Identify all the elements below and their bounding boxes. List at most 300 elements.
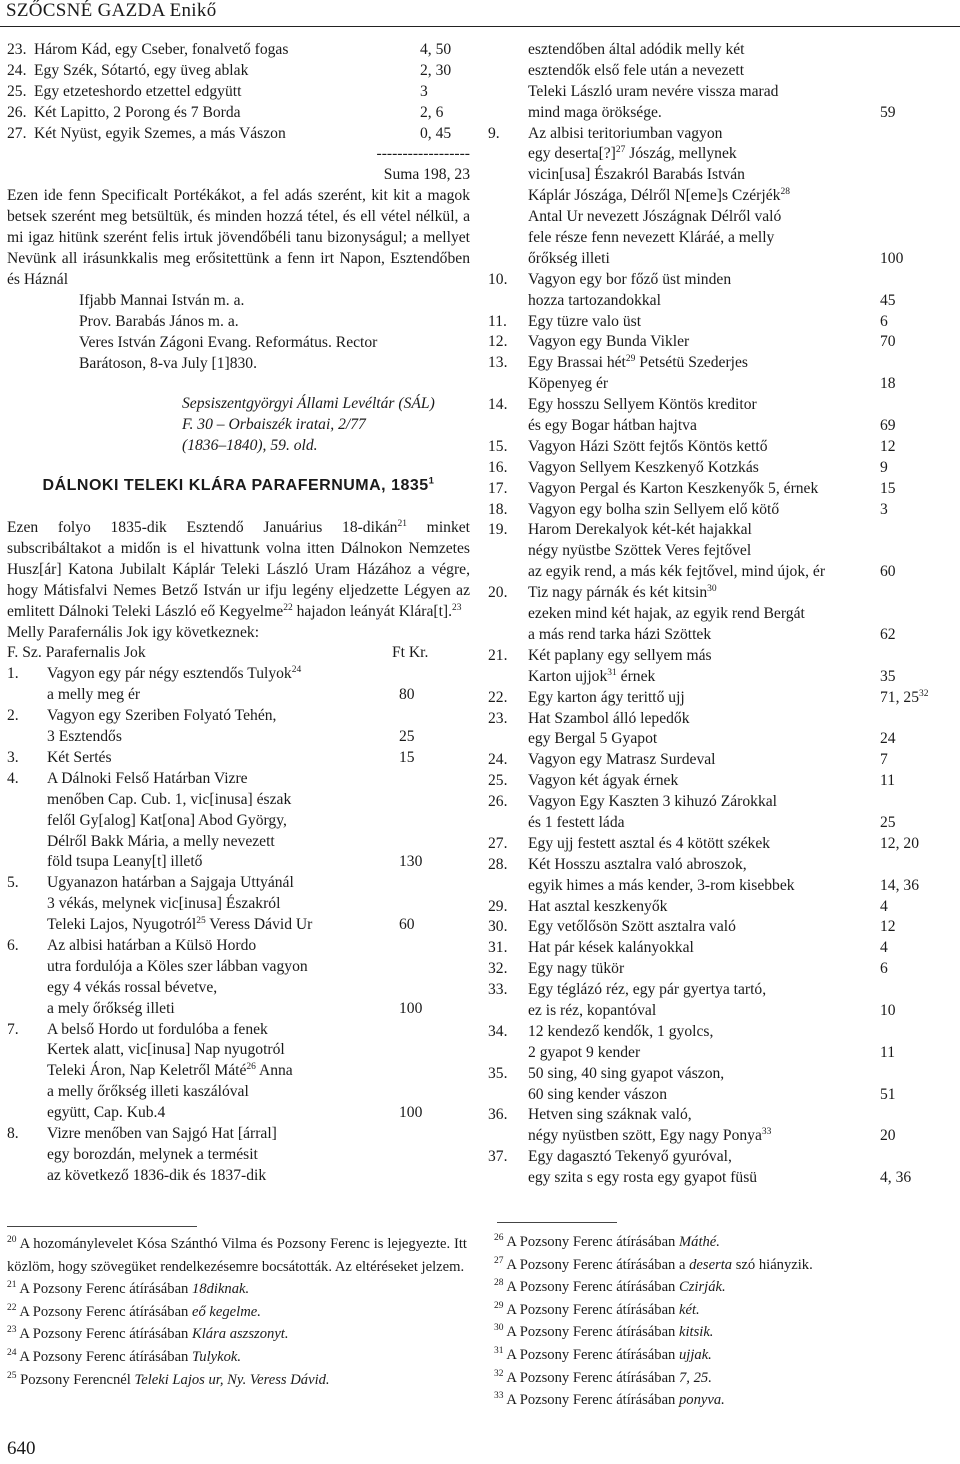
item-number: 32.: [488, 960, 508, 978]
item-value: 9: [880, 458, 888, 476]
item-value: 35: [880, 667, 896, 685]
item-text: az egyik rend, a más kék fejtővel, mind újok, ér: [528, 563, 826, 581]
footnote-variant: ponyva.: [679, 1392, 725, 1409]
item-line: [488, 792, 906, 813]
sum-dashes: ------------------: [376, 145, 470, 163]
list-item: [488, 771, 906, 792]
item-text: 60 sing kender vászon: [528, 1085, 668, 1103]
item-text: négy nyüstbe Szöttek Veres fejtővel: [528, 542, 752, 560]
item-line: [488, 1022, 906, 1043]
list-item: [488, 40, 906, 124]
item-text: utra fordulója a Köles szer lábban vagyon: [47, 957, 308, 975]
footnote-number: 26: [494, 1233, 504, 1244]
item-line: [488, 583, 906, 604]
item-line: [488, 541, 906, 562]
list-item: [488, 479, 906, 500]
list-item: [7, 124, 470, 145]
spacer: [7, 497, 470, 518]
list-item: [488, 1147, 912, 1189]
footnote: $^{32}$ A Pozsony Ferenc átírásában 7, 25.: [494, 1368, 712, 1386]
footnote-variant: Klára aszszonyt.: [192, 1326, 289, 1343]
item-text: ezeken mind két hajak, az egyik rend Bergát: [528, 605, 805, 623]
list-item: [488, 688, 929, 709]
item-line: [7, 1166, 470, 1187]
item-text: fele része fenn nevezett Kláráé, a melly: [528, 229, 775, 247]
item-line: [488, 729, 906, 750]
item-number: 25.: [488, 772, 508, 790]
footnote-variant: 18diknak.: [192, 1281, 250, 1298]
footnote-number: 31: [494, 1346, 504, 1357]
footnote-variant: eő kegelme.: [192, 1303, 261, 1320]
item-text: az következő 1836-dik és 1837-dik: [47, 1166, 267, 1184]
list-item: [488, 583, 906, 646]
footnote-number: 23: [7, 1325, 17, 1336]
item-number: 17.: [488, 479, 508, 497]
item-line: [488, 938, 906, 959]
item-text: egyik himes a más kender, 3-rom kisebbek: [528, 876, 795, 894]
footnote-ref: 22: [283, 602, 293, 613]
item-value: 80: [399, 686, 415, 704]
list-item: [488, 312, 906, 333]
item-line: [7, 748, 470, 769]
item-line: [488, 604, 906, 625]
footnote-rule: [497, 1222, 617, 1223]
item-text: együtt, Cap. Kub.4: [47, 1104, 166, 1122]
item-line: [488, 688, 929, 709]
item-number: 20.: [488, 584, 508, 602]
item-value: 2, 30: [420, 61, 452, 79]
item-line: [7, 832, 470, 853]
item-value: 15: [399, 748, 415, 766]
item-number: 9.: [488, 124, 500, 142]
item-line: [488, 416, 906, 437]
item-text: és 1 festett láda: [528, 813, 625, 831]
item-line: [7, 1061, 470, 1082]
item-line: [488, 520, 906, 541]
item-line: [488, 771, 906, 792]
footnote-number: 25: [7, 1370, 17, 1381]
list-item: [7, 748, 470, 769]
item-line: [7, 873, 470, 894]
footnote: $^{24}$ A Pozsony Ferenc átírásában Tulykok.: [7, 1348, 242, 1365]
footnote-ref: 23: [452, 602, 462, 613]
item-text: Hetven sing száknak való,: [528, 1106, 692, 1124]
list-item: [488, 959, 906, 980]
item-value: 10: [880, 1001, 896, 1019]
list-item: [488, 124, 906, 270]
item-line: [488, 395, 906, 416]
intro-line: Melly Parafernális Jok igy következnek:: [7, 623, 260, 641]
list-item: [7, 873, 470, 936]
footnote: $^{22}$ A Pozsony Ferenc átírásában eő kegelme.: [7, 1302, 261, 1320]
closing-paragraph: Ezen ide fenn Specificalt Portékákot, a fel adás szerént, kit kit a magok betsek szerént meg betsültük, és minden hozzá tétel, és ell vétel nélkül, a mi igaz hitünk szerént felis irtuk jövendőbéli tanu bizonyságul; a mellyet Nevünk all irásunkkalis meg erősitettünk a fenn irt Napon, Esztendőben és Háznál: [7, 187, 470, 288]
item-number: 28.: [488, 855, 508, 873]
list-item: [488, 520, 906, 583]
item-text: a melly őrőkség illeti kaszálóval: [47, 1083, 249, 1101]
item-line: [488, 813, 906, 834]
item-text: Teleki László uram nevére vissza marad: [528, 82, 779, 100]
item-text: Két Lapitto, 2 Porong és 7 Borda: [34, 103, 241, 121]
signature-line: Prov. Barabás János m. a.: [79, 312, 239, 330]
item-line: [488, 1064, 906, 1085]
item-text: Ugyanazon határban a Sajgaja Uttyánál: [47, 874, 294, 892]
footnote: $^{31}$ A Pozsony Ferenc átírásában ujjak.: [494, 1346, 712, 1363]
item-text: Vizre menőben van Sajgó Hat [árral]: [47, 1124, 277, 1142]
item-value: 12, 20: [880, 834, 919, 852]
item-line: [488, 186, 906, 207]
item-text: Három Kád, egy Cseber, fonalvető fogas: [34, 41, 289, 58]
signature-block: [7, 291, 470, 375]
item-line: [488, 1001, 906, 1022]
item-value: 15: [880, 479, 896, 497]
item-line: [7, 664, 470, 685]
item-text: egy 4 vékás rossal bévetve,: [47, 978, 218, 996]
item-text: Teleki Áron, Nap Keletről Máté$^{26}$ Anna: [47, 1062, 293, 1080]
item-line: [488, 332, 906, 353]
item-line: [7, 1124, 470, 1145]
item-text: Egy etzeteshordo etzettel edgyütt: [34, 82, 242, 100]
item-line: [488, 61, 906, 82]
item-value: 45: [880, 291, 896, 309]
item-value: 25: [399, 728, 415, 746]
footnote-variant: kitsik.: [679, 1324, 714, 1341]
footnote-ref: 29: [625, 354, 636, 365]
footnote: $^{29}$ A Pozsony Ferenc átírásában két.: [494, 1300, 700, 1318]
item-text: Antal Ur nevezett Jószágnak Délről való: [528, 208, 782, 226]
item-text: Hat pár kések kalányokkal: [528, 939, 694, 957]
item-value: 71, $25^{32}$: [880, 688, 929, 706]
archive-line: (1836–1840), 59. old.: [182, 437, 318, 455]
item-text: 3 Esztendős: [47, 728, 122, 746]
list-item: [488, 458, 906, 479]
item-number: 1.: [7, 665, 19, 683]
item-line: [488, 1147, 906, 1168]
item-text: Vagyon Házi Szött fejtős Köntös kettő: [528, 437, 768, 455]
item-line: [7, 811, 470, 832]
item-text: Vagyon egy bolha szin Sellyem elő kötő: [528, 500, 780, 518]
item-text: Vagyon Sellyem Keszkenyő Kotzkás: [528, 458, 759, 476]
item-value: 69: [880, 417, 896, 435]
archive-line: F. 30 – Orbaiszék iratai, 2/77: [182, 416, 366, 434]
item-text: 2 gyapot 9 kender: [528, 1043, 641, 1061]
item-value: 100: [399, 999, 423, 1017]
item-number: 23.: [7, 41, 27, 58]
table-header: [7, 643, 470, 664]
item-text: Egy dagasztó Tekenyő gyuróval,: [528, 1148, 732, 1166]
item-number: 5.: [7, 874, 19, 892]
item-value: 100: [880, 249, 904, 267]
list-item: [7, 1020, 470, 1124]
item-text: menőben Cap. Cub. 1, vic[inusa] észak: [47, 790, 292, 808]
item-text: esztendők első fele után a nevezett: [528, 61, 745, 79]
item-line: [488, 709, 906, 730]
table-header-label: F. Sz. Parafernalis Jok: [7, 644, 146, 662]
item-value: 4: [880, 897, 888, 915]
item-line: [7, 978, 470, 999]
item-text: Két Nyüst, egyik Szemes, a más Vászon: [34, 124, 286, 142]
item-text: Hat asztal keszkenyők: [528, 897, 668, 915]
item-number: 23.: [488, 709, 508, 727]
list-item: [488, 917, 906, 938]
item-text: vicin[usa] Északról Barabás István: [528, 166, 745, 184]
item-line: [7, 727, 470, 748]
item-number: 30.: [488, 918, 508, 936]
item-line: [488, 165, 906, 186]
item-number: 7.: [7, 1020, 19, 1038]
item-text: Teleki Lajos, Nyugotról$^{25}$ Veress Dávid Ur: [47, 915, 313, 934]
item-line: [7, 790, 470, 811]
item-number: 4.: [7, 769, 19, 787]
item-number: 13.: [488, 354, 508, 372]
footnote: $^{25}$ Pozsony Ferencnél Teleki Lajos ur, Ny. Veress Dávid.: [7, 1370, 330, 1388]
item-text: őrőkség illeti: [528, 249, 610, 267]
footnote-ref: 1: [428, 475, 435, 487]
item-text: Karton ujjok$^{31}$ érnek: [528, 667, 656, 685]
footnote-number: 32: [494, 1368, 504, 1379]
item-line: [488, 374, 906, 395]
left-column: [7, 40, 470, 1187]
list-item: [488, 395, 906, 437]
list-item: [488, 750, 906, 771]
item-value: 51: [880, 1085, 896, 1103]
item-line: [488, 207, 906, 228]
item-value: 62: [880, 625, 896, 643]
item-text: Harom Derekalyok két-két hajakkal: [528, 521, 752, 539]
footnote-ref: 30: [707, 583, 717, 594]
item-text: Vagyon Egy Kaszten 3 kihuzó Zárokkal: [528, 793, 777, 811]
item-value: 3: [880, 500, 888, 518]
item-text: és egy Bogar hátban hajtva: [528, 417, 697, 435]
item-text: egy deserta[?]$^{27}$ Jószág, mellynek: [528, 145, 737, 163]
list-item: [488, 270, 906, 312]
item-number: 6.: [7, 936, 19, 954]
item-value: 18: [880, 375, 896, 393]
item-text: Tiz nagy párnák és két kitsin$^{30}$: [528, 583, 717, 602]
intro-paragraph: Ezen folyo 1835-dik Esztendő Januárius 18-dikán$^{21}$ minket subscribáltakot a midőn is el hivattunk volna itten Dálnokon Nemzetes Husz[ár] Katona Jubilalt Káplár Teleki László Uram Házához a végre, hogy Mátisfalvi Nemes Betző István ur ifju legény eljedzette Légyen az emlitett Dálnoki Teleki László eő Kegyelme$^{22}$ hajadon leányát Klára[t].$^{23}$: [7, 518, 470, 620]
item-text: Vagyon egy pár négy esztendős Tulyok$^{24}$: [47, 665, 302, 683]
footnote-variant: 7, 25.: [679, 1369, 712, 1386]
footnote-variant: ujjak.: [679, 1346, 712, 1363]
item-value: 14, 36: [880, 876, 919, 894]
item-text: egy borozdán, melynek a termésit: [47, 1145, 258, 1163]
item-text: Hat Szambol álló lepedők: [528, 709, 690, 727]
item-text: esztendőben által adódik melly két: [528, 41, 745, 58]
item-line: [488, 562, 906, 583]
item-line: [7, 685, 470, 706]
item-value: 4, 50: [420, 41, 452, 58]
item-text: Egy Brassai hét$^{29}$ Petsétü Szederjes: [528, 354, 748, 372]
item-number: 18.: [488, 500, 508, 518]
footnote-variant: Teleki Lajos ur, Ny. Veress Dávid.: [134, 1371, 330, 1388]
item-number: 34.: [488, 1022, 508, 1040]
item-line: [488, 249, 906, 270]
item-number: 19.: [488, 521, 508, 539]
item-text: Két Sertés: [47, 748, 112, 766]
item-number: 11.: [488, 312, 507, 330]
item-number: 24.: [488, 751, 508, 769]
item-number: 21.: [488, 646, 508, 664]
item-value: 11: [880, 772, 896, 790]
previous-list-tail: [7, 40, 470, 144]
item-line: [488, 1126, 906, 1147]
spacer: [7, 374, 470, 394]
page-number: 640: [7, 1438, 36, 1459]
item-text: Egy karton ágy terittő ujj: [528, 688, 685, 706]
item-text: 50 sing, 40 sing gyapot vászon,: [528, 1064, 725, 1082]
list-item: [7, 769, 470, 873]
item-line: [488, 82, 906, 103]
item-line: [7, 1040, 470, 1061]
item-line: [7, 1082, 470, 1103]
item-number: 26.: [488, 793, 508, 811]
archive-citation: [7, 394, 470, 457]
item-text: hozza tartozandokkal: [528, 291, 661, 309]
item-text: Vagyon egy bor főző üst minden: [528, 270, 732, 288]
footnote-ref: 26: [246, 1062, 256, 1073]
item-line: [488, 667, 906, 688]
item-line: [488, 40, 906, 61]
item-line: [488, 437, 906, 458]
item-line: [488, 353, 906, 374]
section-title: DÁLNOKI TELEKI KLÁRA PARAFERNUMA, 1835$^1$: [42, 475, 435, 495]
item-value: 12: [880, 918, 896, 936]
item-line: [488, 1043, 906, 1064]
list-item: [7, 61, 470, 82]
item-value: 20: [880, 1127, 896, 1145]
item-value: 4: [880, 939, 888, 957]
footnote-number: 27: [494, 1255, 504, 1266]
item-line: [488, 479, 906, 500]
item-text: Vagyon két ágyak érnek: [528, 772, 679, 790]
signature-line: Veres István Zágoni Evang. Református. Rector: [79, 333, 378, 351]
list-item: [488, 792, 906, 834]
item-number: 29.: [488, 897, 508, 915]
footnote-number: 24: [7, 1348, 17, 1359]
item-number: 33.: [488, 981, 508, 999]
signature-line: Ifjabb Mannai István m. a.: [79, 291, 245, 309]
list-item: [488, 646, 906, 688]
footnote-variant: Tulykok.: [192, 1348, 242, 1365]
item-text: Vagyon Pergal és Karton Keszkenyők 5, érnek: [528, 479, 819, 497]
footnote-ref: 28: [780, 187, 790, 198]
footnote-number: 20: [7, 1235, 17, 1246]
item-value: 7: [880, 751, 888, 769]
item-number: 3.: [7, 748, 19, 766]
item-number: 25.: [7, 82, 27, 100]
item-text: egy szita s egy rosta egy gyapot füsü: [528, 1169, 758, 1187]
list-item: [488, 332, 906, 353]
item-number: 26.: [7, 103, 27, 121]
item-value: 3: [420, 82, 428, 100]
item-text: Két Hosszu asztalra való abroszok,: [528, 855, 747, 873]
footnote-ref: 24: [291, 665, 302, 676]
item-text: Egy hosszu Sellyem Köntös kreditor: [528, 396, 757, 414]
footnote-ref: 32: [918, 688, 929, 699]
footnote-number: 21: [7, 1280, 17, 1291]
item-value: 60: [399, 916, 415, 934]
list-item: [7, 40, 470, 61]
item-text: Egy téglázó réz, egy pár gyertya tartó,: [528, 981, 767, 999]
item-line: [7, 769, 470, 790]
item-number: 15.: [488, 437, 508, 455]
item-value: 11: [880, 1043, 896, 1061]
item-number: 2.: [7, 707, 19, 725]
list-item: [488, 834, 919, 855]
list-item: [488, 855, 919, 897]
item-text: Az albisi teritoriumban vagyon: [528, 124, 723, 142]
item-number: 24.: [7, 61, 27, 79]
footnote-variant: két.: [679, 1301, 700, 1318]
footnote-number: 28: [494, 1278, 504, 1289]
list-item: [488, 980, 906, 1022]
archive-line: Sepsiszentgyörgyi Állami Levéltár (SÁL): [182, 395, 435, 413]
footnote-rule: [7, 1226, 197, 1227]
item-text: Egy ujj festett asztal és 4 kötött székek: [528, 834, 771, 852]
dowry-list-right: [488, 40, 929, 1189]
footnote: $^{23}$ A Pozsony Ferenc átírásában Klára aszszonyt.: [7, 1325, 289, 1343]
item-value: 6: [880, 960, 888, 978]
item-line: [488, 750, 906, 771]
item-line: [7, 999, 470, 1020]
item-value: 60: [880, 563, 896, 581]
item-line: [7, 915, 470, 936]
item-line: [488, 1105, 906, 1126]
item-text: a melly meg ér: [47, 686, 141, 704]
footnote: $^{26}$ A Pozsony Ferenc átírásában Máthé.: [494, 1233, 720, 1250]
footnote-variant: deserta: [689, 1256, 733, 1273]
item-text: Köpenyeg ér: [528, 375, 609, 393]
item-text: Vagyon egy Matrasz Surdeval: [528, 751, 716, 769]
item-number: 16.: [488, 458, 508, 476]
item-text: Egy vetőlősön Szött asztalra való: [528, 918, 736, 936]
item-text: ez is réz, kopantóval: [528, 1001, 657, 1019]
list-item: [488, 938, 906, 959]
table-header-currency: Ft Kr.: [392, 644, 429, 662]
list-item: [488, 709, 906, 751]
item-number: 27.: [7, 124, 27, 142]
item-line: [488, 228, 906, 249]
item-text: négy nyüstben szött, Egy nagy Ponya$^{33}$: [528, 1127, 772, 1145]
footnote-number: 29: [494, 1300, 504, 1311]
list-item: [488, 353, 906, 395]
item-value: 6: [880, 312, 888, 330]
item-number: 35.: [488, 1064, 508, 1082]
spacer: [7, 457, 470, 476]
item-number: 14.: [488, 396, 508, 414]
item-line: [488, 855, 906, 876]
item-line: [488, 917, 906, 938]
item-line: [488, 103, 906, 124]
footnotes-left: [7, 1233, 467, 1391]
item-line: [7, 706, 470, 727]
dowry-list-left: [7, 664, 470, 1186]
item-line: [488, 834, 919, 855]
item-text: a más rend tarka házi Szöttek: [528, 625, 712, 643]
item-value: 2, 6: [420, 103, 444, 121]
item-text: föld tsupa Leany[t] illető: [47, 853, 203, 871]
item-number: 37.: [488, 1148, 508, 1166]
item-text: Egy nagy tükör: [528, 960, 625, 978]
item-line: [488, 646, 906, 667]
footnote: $^{20}$ A hozománylevelet Kósa Szánthó Vilma és Pozsony Ferenc is lejegyezte. Itt közlöm, hogy szövegüket rendelkezésemre bocsátották. Az eltéréseket jelzem.: [7, 1235, 467, 1275]
item-number: 27.: [488, 834, 508, 852]
item-text: felől Gy[alog] Kat[ona] Abod György,: [47, 811, 287, 829]
list-item: [7, 1124, 470, 1187]
list-item: [7, 936, 470, 1020]
item-value: 70: [880, 333, 896, 351]
item-text: Kertek alatt, vic[inusa] Nap nyugotról: [47, 1041, 285, 1059]
right-column: [488, 40, 929, 1189]
